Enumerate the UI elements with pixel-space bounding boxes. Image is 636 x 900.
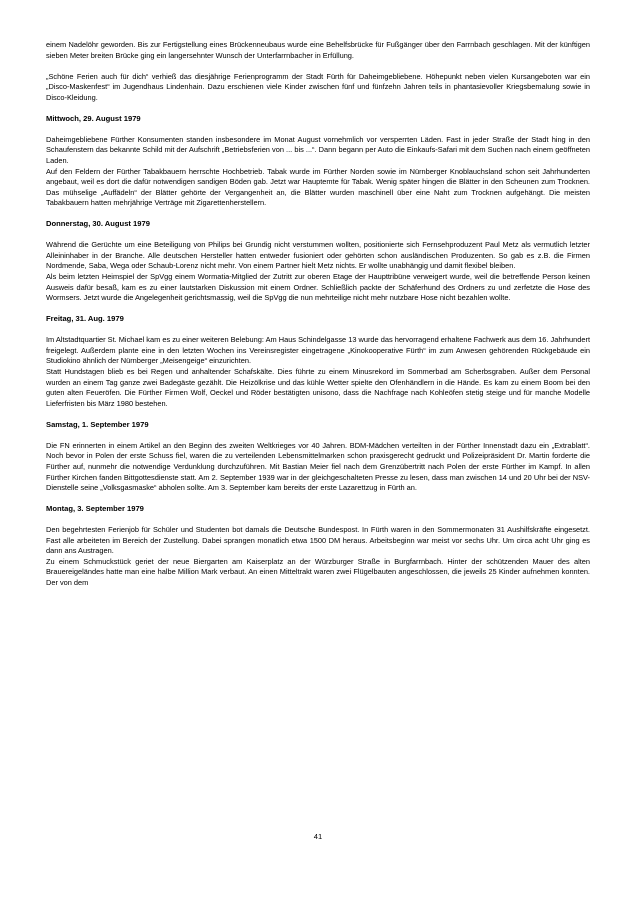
paragraph-spacer (46, 430, 590, 440)
paragraph: Als beim letzten Heimspiel der SpVgg einem Wormatia-Mitglied der Zutritt zur oberen Etage der Haupttribüne verweigert wurde, weil die betreffende Person keinen Ausweis dafür besaß, kam es zu einer lautstarken Diskussion mit einem Ordner. Schließlich packte der Schäferhund des Ordners zu und zerfetzte die Hose des Wormsers. Jetzt wurde die Angelegenheit gerichtsmassig, weil die SpVgg die nun mehrteilige nicht mehr nutzbare Hose nicht bezahlen wollte. (46, 272, 590, 303)
paragraph: Den begehrtesten Ferienjob für Schüler und Studenten bot damals die Deutsche Bundespost. In Fürth waren in den Sommermonaten 31 Aushilfskräfte eingesetzt. Fast alle arbeiteten im Bereich der Zustellung. Dabei sprangen monatlich etwa 1500 DM heraus. Arbeitsbeginn war meist vor sechs Uhr. Um circa acht Uhr ging es dann ans Austragen. (46, 525, 590, 556)
section-heading: Montag, 3. September 1979 (46, 504, 144, 514)
paragraph-spacer (46, 61, 590, 71)
paragraph-spacer (46, 103, 590, 113)
section-heading: Samstag, 1. September 1979 (46, 419, 149, 429)
paragraph: Zu einem Schmuckstück geriet der neue Biergarten am Kaiserplatz an der Würzburger Straße in Burgfarrnbach. Hinter der schützenden Mauer des alten Brauereigeländes hatte man eine halbe Million Mark verbaut. An einen Mitteltrakt waren zwei Flügelbauten angeschlossen, die jeweils 25 Kinder aufnehmen konnten. Der von dem (46, 556, 590, 588)
paragraph-spacer (46, 515, 590, 525)
document-body (46, 40, 590, 589)
paragraph: Auf den Feldern der Fürther Tabakbauern herrschte Hochbetrieb. Tabak wurde im Fürther Norden sowie im Nürnberger Knoblauchsland schon seit Jahrhunderten angebaut, weil es dort die dafür notwendigen sandigen Böden gab. Jetzt war Hauptemte für Tabak. Wenig später hingen die Blätter in den Scheunen zum Trocknen. Das mühselige „Auffädeln“ der Blätter gehörte der Vergangenheit an, die Blätter wurden maschinell über eine Naht zum Trocknen aufgehängt. Die meisten Tabakbauern hatten mehrjährige Verträge mit Zigarettenherstellern. (46, 166, 590, 208)
paragraph-spacer (46, 409, 590, 419)
paragraph: Statt Hundstagen blieb es bei Regen und anhaltender Schafskälte. Dies führte zu einem Minusrekord im Sommerbad am Scherbsgraben. Außer dem Personal wurden an einem Tag ganze zwei Badegäste gezählt. Die Heizölkrise und das kühle Wetter spielte den Ofenhändlern in die Hände. Es kam zu einem Boom bei den guten alten Feueröfen. Die Fürther Firmen Wolf, Oeckel und Röder bestätigten unisono, dass die Nachfrage nach Kohleöfen stetig steige und für manche Modelle Lieferfristen bis März 1980 bestehen. (46, 366, 590, 408)
paragraph: Im Altstadtquartier St. Michael kam es zu einer weiteren Belebung: Am Haus Schindelgasse 13 wurde das hervorragend erhaltene Fachwerk aus dem 16. Jahrhundert freigelegt. Außerdem plante eine in den letzten Wochen ins Vereinsregister eingetragene „Kinokooperative Fürth“ im zum Anwesen gehörenden Rückgebäude ein Studiokino ähnlich der Nürnberger „Meisengeige“ einzurichten. (46, 335, 590, 366)
paragraph-spacer (46, 325, 590, 335)
paragraph-spacer (46, 124, 590, 134)
page-number: 41 (313, 832, 323, 841)
paragraph: Die FN erinnerten in einem Artikel an den Beginn des zweiten Weltkrieges vor 40 Jahren. BDM-Mädchen verteilten in der Fürther Innenstadt dazu ein „Extrablatt“. Noch bevor in Polen der erste Schuss fiel, waren die zu verteilenden Lebensmittelmarken schon praxisgerecht gedruckt und Polizeipräsident Dr. Martin forderte die Fürther auf, nunmehr die notwendige Verdunklung durchzuführen. Mit Bastian Meier fiel nach dem Grenzübertritt nach Polen der erste Fürther im Kampf. In allen Fürther Kirchen fanden Bittgottesdienste statt. Am 2. September 1939 war in der gleichgeschalteten Presse zu lesen, dass man zwischen 14 und 20 Uhr bei der NSV-Dienstelle seine „Volksgasmaske“ abholen sollte. Am 3. September kam bereits der erste Lazarettzug in Fürth an. (46, 440, 590, 493)
paragraph: Daheimgebliebene Fürther Konsumenten standen insbesondere im Monat August vornehmlich vor versperrten Läden. Fast in jeder Straße der Stadt hing in den Schaufenstern das bekannte Schild mit der Aufschrift „Betriebsferien von ... bis ...“. Dann begann per Auto die Einkaufs-Safari mit dem Suchen nach einem geöffneten Laden. (46, 134, 590, 165)
paragraph: Während die Gerüchte um eine Beteiligung von Philips bei Grundig nicht verstummen wollten, positionierte sich Fernsehproduzent Paul Metz als vermutlich letzter Alleininhaber in der Branche. Alle deutschen Hersteller hatten entweder fusioniert oder gehörten schon ausländischen Produzenten. So gab es z.B. die Firmen Nordmende, Saba, Wega oder Schaub-Lorenz nicht mehr. Von einem Partner hielt Metz nichts. Er wollte unabhängig und damit flexibel bleiben. (46, 240, 590, 271)
section-heading: Donnerstag, 30. August 1979 (46, 219, 150, 229)
paragraph-spacer (46, 230, 590, 240)
paragraph-spacer (46, 304, 590, 314)
paragraph-spacer (46, 494, 590, 504)
paragraph-spacer (46, 209, 590, 219)
section-heading: Mittwoch, 29. August 1979 (46, 113, 141, 123)
paragraph: einem Nadelöhr geworden. Bis zur Fertigstellung eines Brückenneubaus wurde eine Behelfsbrücke für Fußgänger über den Farrnbach geschlagen. Mit der künftigen sieben Meter breiten Brücke ging ein langersehnter Wunsch der Unterfarrnbacher in Erfüllung. (46, 40, 590, 60)
section-heading: Freitag, 31. Aug. 1979 (46, 314, 124, 324)
paragraph: „Schöne Ferien auch für dich“ verhieß das diesjährige Ferienprogramm der Stadt Fürth für Daheimgebliebene. Höhepunkt neben vielen Kursangeboten war ein „Disco-Maskenfest“ im Jugendhaus Lindenhain. Dazu erschienen viele Kinder zwischen fünf und fünfzehn Jahren teils in phantasievoller Kriegsbemalung sowie in Disco-Kleidung. (46, 71, 590, 102)
